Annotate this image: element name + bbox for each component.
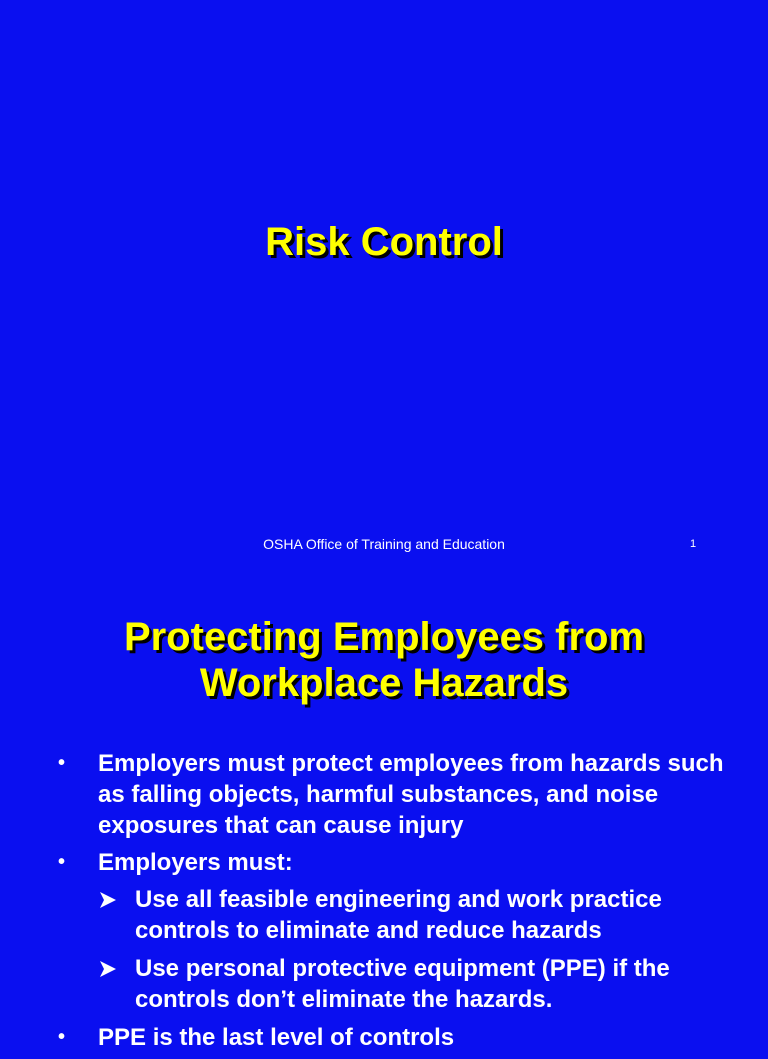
sub-bullet-text: Use all feasible engineering and work practice controls to eliminate and reduce hazards <box>135 886 662 944</box>
arrow-icon <box>98 953 118 989</box>
bullet-list <box>0 748 768 1059</box>
slide-1-title: Risk Control <box>265 220 503 264</box>
list-item <box>0 847 768 878</box>
list-item <box>0 748 768 841</box>
bullet-dot-icon: • <box>58 752 66 774</box>
slide-2-title-line-2: Workplace Hazards <box>199 661 569 705</box>
list-item <box>0 884 768 946</box>
bullet-dot-icon: • <box>58 851 66 873</box>
sub-bullet-text: Use personal protective equipment (PPE) if the controls don’t eliminate the hazards. <box>135 955 670 1013</box>
bullet-text: Employers must protect employees from hazards such as falling objects, harmful substances, and noise exposures that can cause injury <box>98 750 724 839</box>
list-item <box>0 1022 768 1053</box>
arrow-icon-shape <box>98 959 118 979</box>
bullet-dot-icon: • <box>58 1026 66 1048</box>
list-item <box>0 953 768 1015</box>
arrow-icon-shape <box>98 890 118 910</box>
slide-2 <box>0 576 768 1051</box>
slide-2-title <box>0 614 768 706</box>
slide-footer: OSHA Office of Training and Education <box>263 536 505 552</box>
slide-2-title-line-1: Protecting Employees from <box>123 615 645 659</box>
arrow-icon <box>98 884 118 920</box>
bullet-text: Employers must: <box>98 849 293 876</box>
page-number: 1 <box>690 538 697 550</box>
bullet-text: PPE is the last level of controls <box>98 1024 455 1051</box>
